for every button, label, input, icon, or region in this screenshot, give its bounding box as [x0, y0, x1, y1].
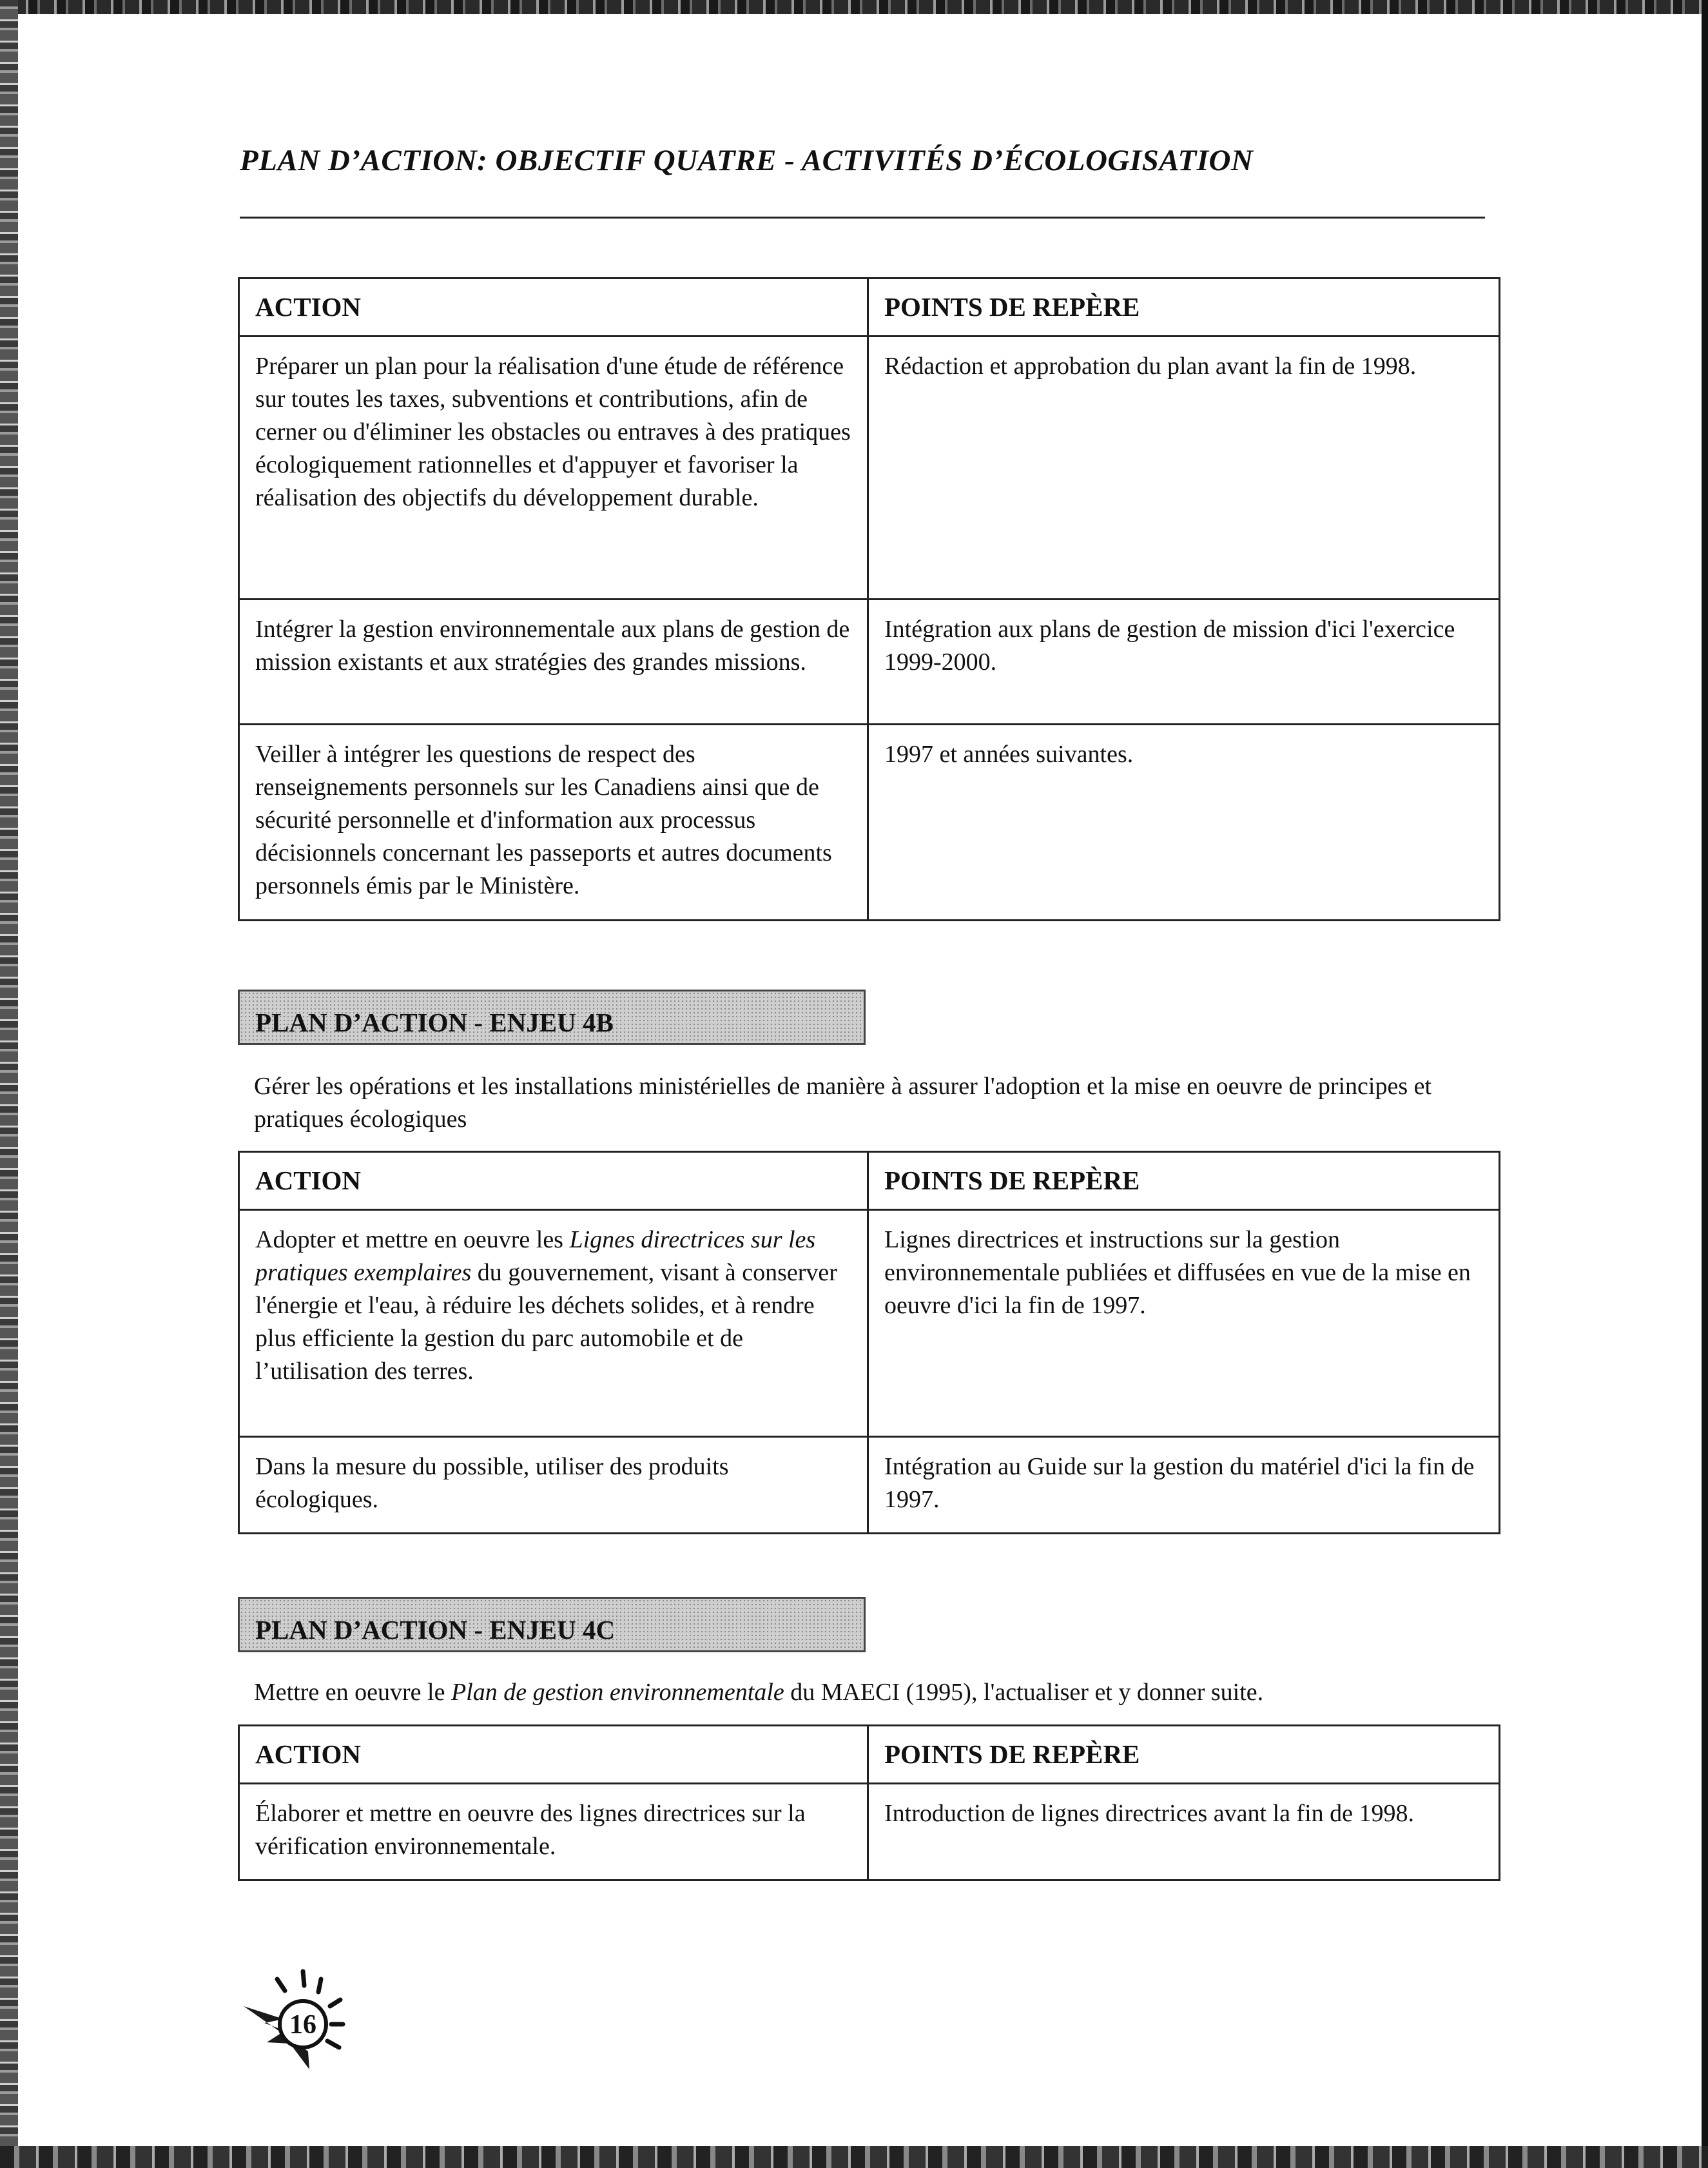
- table-row: [239, 600, 1500, 725]
- sun-burst-icon: [238, 1960, 374, 2076]
- action-cell: Dans la mesure du possible, utiliser des produits écologiques.: [239, 1437, 868, 1534]
- section-heading-enjeu-4c: [238, 1597, 866, 1652]
- table-row: [239, 1784, 1500, 1880]
- page-number-badge: [238, 1960, 374, 2076]
- scan-edge-left: [0, 0, 18, 2168]
- action-text: Adopter et mettre en oeuvre les: [255, 1226, 570, 1253]
- section-heading-enjeu-4b: [238, 990, 866, 1045]
- action-cell: [239, 1210, 868, 1437]
- section-description-enjeu-4c: [254, 1676, 1504, 1709]
- milestone-cell: Intégration au Guide sur la gestion du matériel d'ici la fin de 1997.: [868, 1437, 1500, 1534]
- action-text: du gouvernement, visant à conserver l'énergie et l'eau, à réduire les déchets solides, et à rendre plus efficiente la gestion du parc automobile et de l’utilisation des terres.: [255, 1259, 837, 1385]
- description-text: du MAECI (1995), l'actualiser et y donner suite.: [784, 1679, 1264, 1706]
- section-heading-label: PLAN D’ACTION - ENJEU 4C: [255, 1615, 616, 1645]
- column-header-action: ACTION: [239, 278, 868, 337]
- document-title-text: Plan de gestion environnementale: [451, 1679, 784, 1706]
- table-row: [239, 1210, 1500, 1437]
- milestone-cell: Lignes directrices et instructions sur la gestion environnementale publiées et diffusées en vue de la mise en oeuvre d'ici la fin de 1997.: [868, 1210, 1500, 1437]
- document-title-link-text: Lignes directrices sur les pratiques exemplaires: [255, 1226, 816, 1286]
- section-heading-label: PLAN D’ACTION - ENJEU 4B: [255, 1008, 614, 1037]
- page-title: PLAN D’ACTION: OBJECTIF QUATRE - ACTIVITÉS D’ÉCOLOGISATION: [240, 144, 1254, 177]
- milestone-cell: 1997 et années suivantes.: [868, 725, 1500, 921]
- table-row: [239, 337, 1500, 600]
- table-header-row: [239, 1152, 1500, 1210]
- column-header-action: ACTION: [239, 1726, 868, 1784]
- scan-edge-top: [0, 0, 1708, 14]
- title-divider: [240, 217, 1485, 219]
- table-header-row: [239, 278, 1500, 337]
- milestone-cell: Introduction de lignes directrices avant la fin de 1998.: [868, 1784, 1500, 1880]
- description-text: Mettre en oeuvre le: [254, 1679, 451, 1706]
- column-header-points-de-repere: POINTS DE REPÈRE: [868, 278, 1500, 337]
- page-number: 16: [289, 2010, 316, 2040]
- milestone-cell: Rédaction et approbation du plan avant la fin de 1998.: [868, 337, 1500, 600]
- table-header-row: [239, 1726, 1500, 1784]
- action-cell: Préparer un plan pour la réalisation d'une étude de référence sur toutes les taxes, subventions et contributions, afin de cerner ou d'éliminer les obstacles ou entraves à des pratiques écologiquement rationnelles et d'appuyer et favoriser la réalisation des objectifs du développement durable.: [239, 337, 868, 600]
- column-header-action: ACTION: [239, 1152, 868, 1210]
- action-table-enjeu-4c: [238, 1724, 1500, 1881]
- action-cell: Élaborer et mettre en oeuvre des lignes directrices sur la vérification environnementale.: [239, 1784, 868, 1880]
- column-header-points-de-repere: POINTS DE REPÈRE: [868, 1152, 1500, 1210]
- scan-edge-right: [1702, 0, 1708, 2168]
- action-cell: Intégrer la gestion environnementale aux plans de gestion de mission existants et aux stratégies des grandes missions.: [239, 600, 868, 725]
- section-description-enjeu-4b: Gérer les opérations et les installations ministérielles de manière à assurer l'adoption et la mise en oeuvre de principes et pratiques écologiques: [254, 1073, 1432, 1133]
- column-header-points-de-repere: POINTS DE REPÈRE: [868, 1726, 1500, 1784]
- scan-edge-bottom: [0, 2146, 1708, 2168]
- milestone-cell: Intégration aux plans de gestion de mission d'ici l'exercice 1999-2000.: [868, 600, 1500, 725]
- action-cell: Veiller à intégrer les questions de respect des renseignements personnels sur les Canadiens ainsi que de sécurité personnelle et d'information aux processus décisionnels concernant les passeports et autres documents personnels émis par le Ministère.: [239, 725, 868, 921]
- action-table-enjeu-4b: [238, 1151, 1500, 1534]
- table-row: [239, 1437, 1500, 1534]
- table-row: [239, 725, 1500, 921]
- action-table-objectif-quatre: [238, 277, 1500, 921]
